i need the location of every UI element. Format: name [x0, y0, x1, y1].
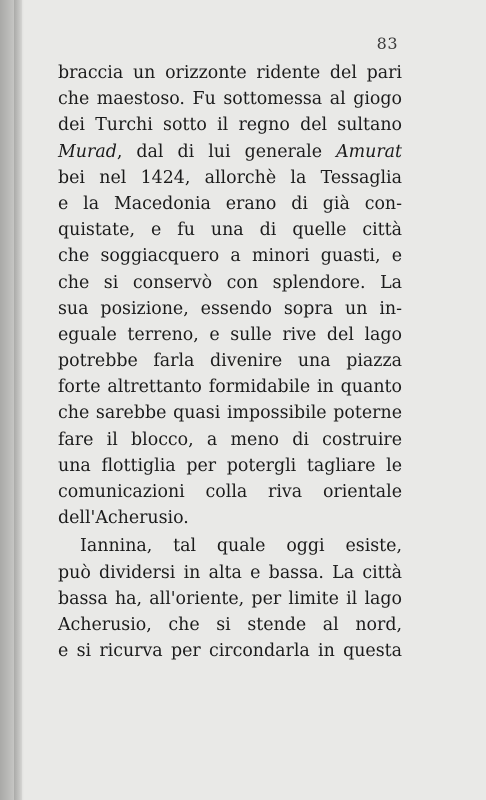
- text-line: Murad, dal di lui generale Amurat: [58, 141, 402, 162]
- italic-word: Amurat: [336, 141, 402, 162]
- text-line: braccia un orizzonte ridente del pari: [58, 63, 402, 83]
- text-line: potrebbe farla divenire una piazza: [58, 351, 402, 372]
- italic-word: Murad: [58, 141, 117, 162]
- text-line: Acherusio, che si stende al nord,: [58, 614, 402, 635]
- text-line: sua posizione, essendo sopra un in-: [58, 298, 402, 319]
- text-line: dei Turchi sotto il regno del sultano: [58, 115, 402, 136]
- text-line: Iannina, tal quale oggi esiste,: [80, 536, 402, 557]
- text-line: bassa ha, all'oriente, per limite il lago: [58, 588, 402, 609]
- text-line: e si ricurva per circondarla in questa: [58, 641, 402, 662]
- text-line: che sarebbe quasi impossibile poterne: [58, 403, 402, 424]
- text-line: bei nel 1424, allorchè la Tessaglia: [58, 167, 402, 188]
- text-line: può dividersi in alta e bassa. La città: [58, 562, 402, 583]
- text-line: fare il blocco, a meno di costruire: [58, 429, 402, 450]
- text-line: forte altrettanto formidabile in quanto: [58, 377, 402, 398]
- body-text: [58, 60, 402, 664]
- text-line: che maestoso. Fu sottomessa al giogo: [58, 89, 402, 110]
- text-line: quistate, e fu una di quelle città: [58, 220, 402, 241]
- text-line: e la Macedonia erano di già con-: [58, 193, 402, 214]
- text-line: dell'Acherusio.: [58, 508, 189, 529]
- text-line: eguale terreno, e sulle rive del lago: [58, 324, 402, 345]
- text-line: che soggiacquero a minori guasti, e: [58, 246, 402, 267]
- text-line: una flottiglia per potergli tagliare le: [58, 455, 402, 476]
- text-line: che si conservò con splendore. La: [58, 272, 402, 293]
- book-page: [22, 0, 486, 800]
- text-line: comunicazioni colla riva orientale: [58, 482, 402, 502]
- page-number: 83: [376, 34, 398, 53]
